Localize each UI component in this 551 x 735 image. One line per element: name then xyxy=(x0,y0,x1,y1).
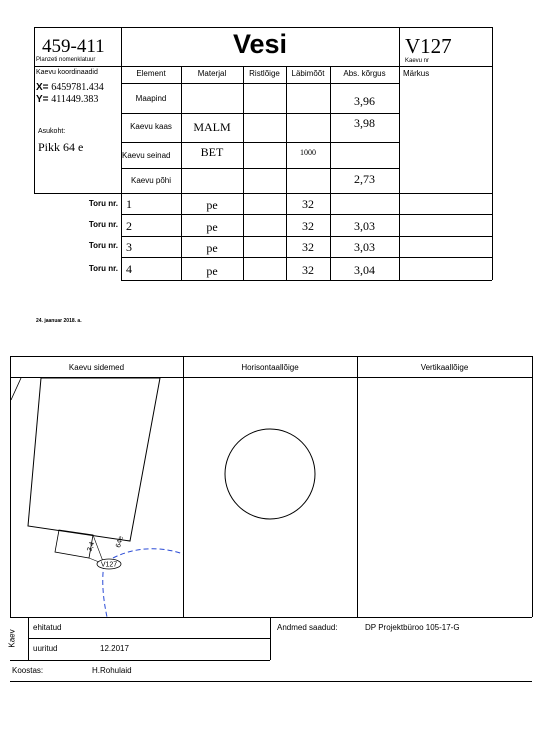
row-material: MALM xyxy=(193,120,231,134)
footer-vertical-label: Kaev xyxy=(7,629,17,648)
col-material: Materjal xyxy=(197,69,227,78)
well-caption: Kaevu nr xyxy=(405,58,430,64)
row-element: Maapind xyxy=(135,94,167,103)
property-line xyxy=(11,378,21,400)
section-horizontal: Horisontaallõige xyxy=(241,363,299,372)
compiled-by-label: Koostas: xyxy=(12,666,44,675)
row-element: Kaevu põhi xyxy=(130,176,172,185)
section-connections: Kaevu sidemed xyxy=(68,363,125,372)
col-note: Märkus xyxy=(403,69,430,78)
row-height: 3,96 xyxy=(354,94,375,108)
horizontal-section xyxy=(184,378,356,617)
col-height: Abs. kõrgus xyxy=(343,69,386,78)
pipe-material: pe xyxy=(206,220,218,234)
x-value: 6459781.434 xyxy=(51,82,104,93)
pipe-label: Toru nr. xyxy=(88,220,118,229)
page-title: Vesi xyxy=(232,29,288,59)
row-material: BET xyxy=(200,145,224,159)
address: Pikk 64 e xyxy=(38,140,84,154)
col-cross-section: Ristlõige xyxy=(249,69,280,78)
col-diameter: Läbimõõt xyxy=(291,69,325,78)
surveyed-value: 12.2017 xyxy=(100,644,129,653)
pipe-material: pe xyxy=(206,264,218,278)
pipe-material: pe xyxy=(206,198,218,212)
document-date: 24. jaanuar 2018. a. xyxy=(36,318,82,324)
y-coordinate xyxy=(36,94,98,105)
section-vertical: Vertikaallõige xyxy=(420,363,469,372)
well-tag: V127 xyxy=(100,561,118,569)
water-pipe xyxy=(106,549,183,562)
surveyed-label: uuritud xyxy=(33,644,58,653)
data-source-label: Andmed saadud: xyxy=(277,623,338,632)
row-element: Kaevu kaas xyxy=(130,122,172,131)
pipe-label: Toru nr. xyxy=(88,241,118,250)
well-circle xyxy=(225,429,315,519)
row-diameter: 1000 xyxy=(300,148,316,157)
x-label: X= xyxy=(36,82,49,93)
pipe-label: Toru nr. xyxy=(88,199,118,208)
porch-outline xyxy=(55,530,93,558)
data-source-value: DP Projektbüroo 105-17-G xyxy=(365,623,460,632)
built-label: ehitatud xyxy=(33,623,62,632)
pipe-diameter: 32 xyxy=(302,197,314,211)
pipe-label: Toru nr. xyxy=(88,264,118,273)
address-label: 64e xyxy=(115,535,125,549)
row-element: Kaevu seinad xyxy=(122,151,171,160)
row-height: 3,98 xyxy=(354,116,375,130)
pipe-diameter: 32 xyxy=(302,263,314,277)
sheet-number: 459-411 xyxy=(42,36,105,57)
col-element: Element xyxy=(136,69,166,78)
pipe-nr: 1 xyxy=(126,197,132,211)
pipe-diameter: 32 xyxy=(302,219,314,233)
pipe-nr: 4 xyxy=(126,262,132,276)
y-label: Y= xyxy=(36,94,49,105)
pipe-diameter: 32 xyxy=(302,240,314,254)
well-id: V127 xyxy=(405,34,452,58)
pipe-height: 3,04 xyxy=(354,263,375,277)
row-height: 2,73 xyxy=(354,172,375,186)
x-coordinate xyxy=(36,82,104,93)
compiled-by-value: H.Rohulaid xyxy=(92,666,132,675)
coords-caption: Kaevu koordinaadid xyxy=(36,69,98,76)
address-caption: Asukoht: xyxy=(38,128,66,135)
pipe-height: 3,03 xyxy=(354,219,375,233)
pipe-nr: 2 xyxy=(126,219,132,233)
dimension-label: 3,4 xyxy=(86,541,97,553)
sheet-caption: Planzeti nomenklatuur xyxy=(36,57,96,63)
pipe-height: 3,03 xyxy=(354,240,375,254)
water-pipe xyxy=(103,564,107,617)
y-value: 411449.383 xyxy=(51,94,99,105)
building-outline xyxy=(28,378,160,541)
pipe-nr: 3 xyxy=(126,240,132,254)
connections-sketch xyxy=(11,378,183,617)
pipe-material: pe xyxy=(206,241,218,255)
